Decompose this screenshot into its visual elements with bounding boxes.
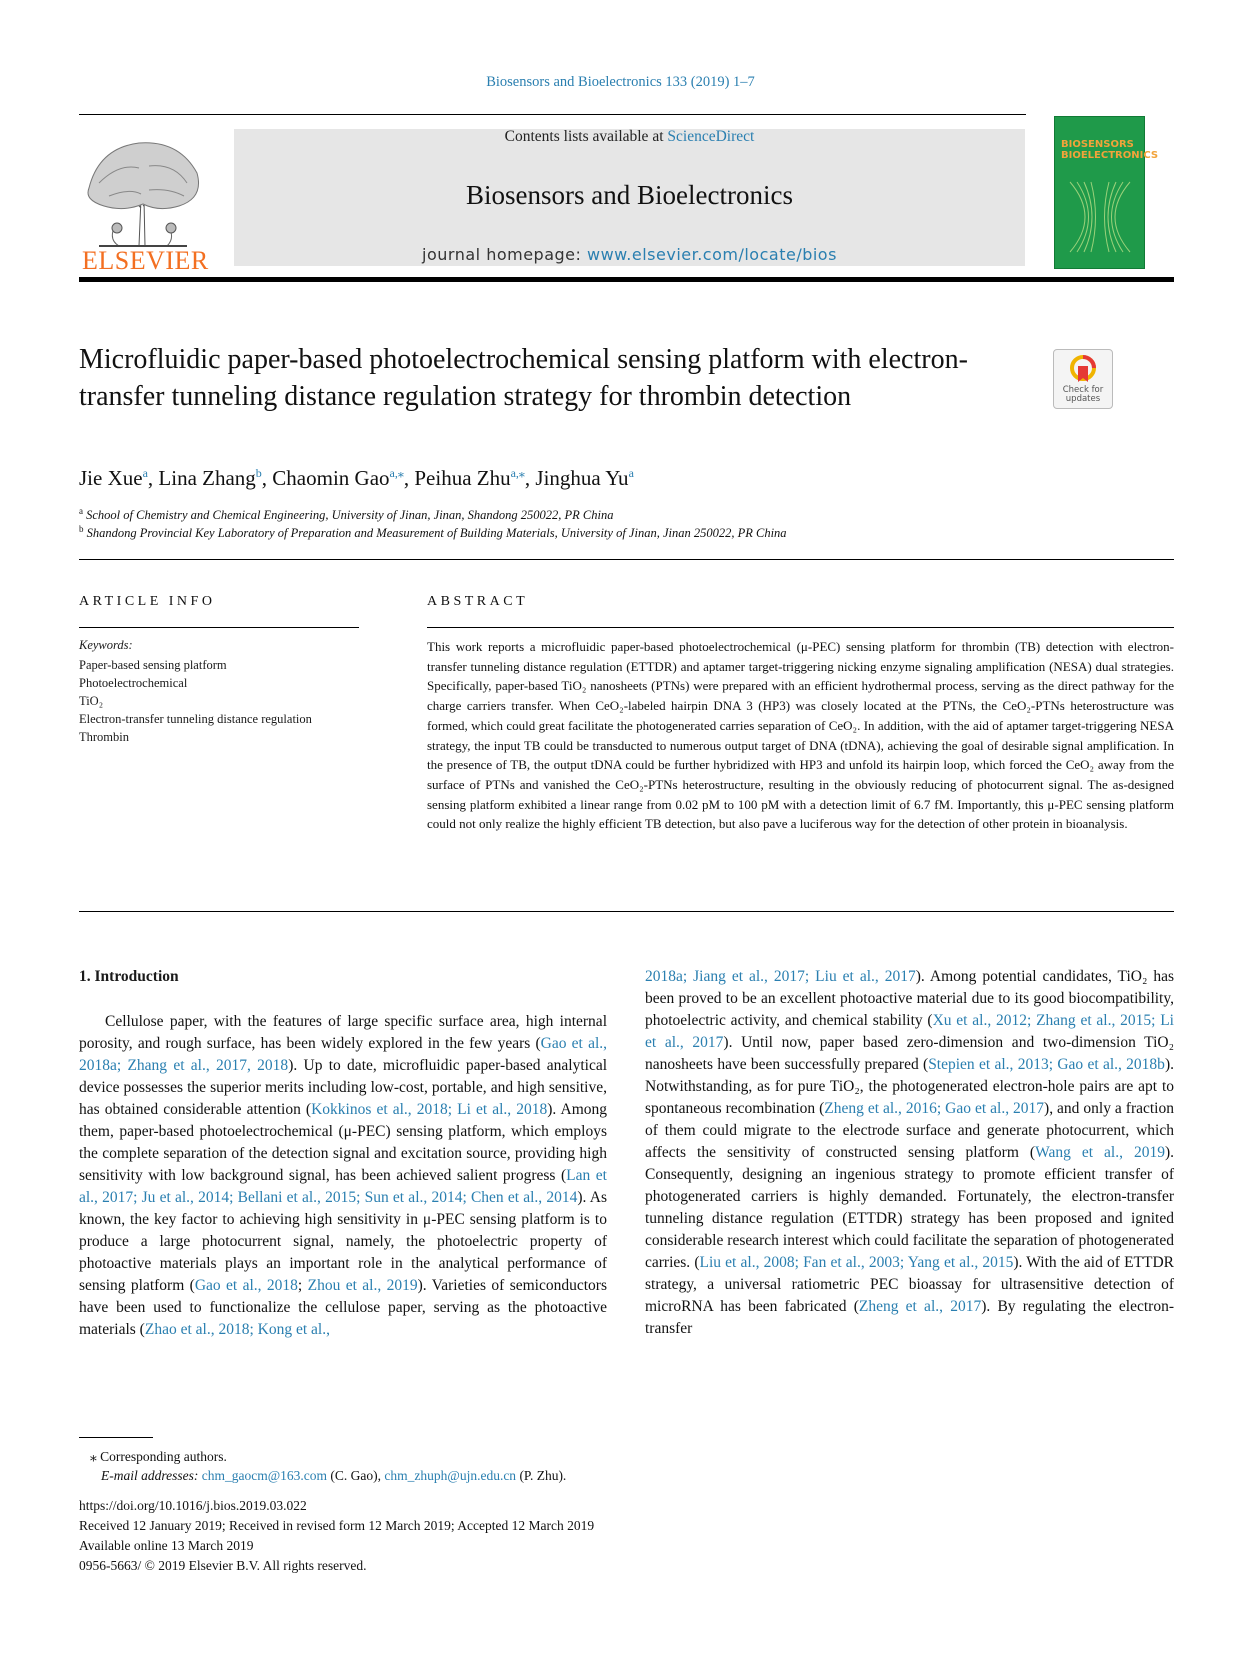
author-affil-mark[interactable]: a,⁎	[510, 466, 525, 480]
cover-graphic	[1065, 177, 1135, 257]
affiliation	[79, 506, 614, 523]
email-link[interactable]: chm_zhuph@ujn.edu.cn	[384, 1468, 517, 1483]
citation-link[interactable]: Zheng et al., 2016; Gao et al., 2017	[824, 1100, 1045, 1117]
body-text: ). By regulating the electron-transfer	[645, 1298, 1174, 1337]
citation-link[interactable]: 2018a; Jiang et al., 2017; Liu et al., 2017	[645, 968, 916, 985]
body-text: ). Among potential candidates, TiO₂ has been proved to be an excellent photoactive material due to its good biocompatibility, photoelectric activity, and chemical stability (	[645, 968, 1174, 1029]
journal-name: Biosensors and Bioelectronics	[466, 180, 793, 210]
citation-link[interactable]: Gao et al., 2018a; Zhang et al., 2017, 2018	[79, 1035, 607, 1074]
citation-link[interactable]: Zheng et al., 2017	[858, 1298, 982, 1315]
homepage-prefix: journal homepage:	[422, 245, 587, 264]
body-text: ). Varieties of semiconductors have been used to functionalize the cellulose paper, serving as the photoactive materials (	[79, 1277, 607, 1338]
affiliation-text: School of Chemistry and Chemical Engineering, University of Jinan, Jinan, Shandong 250022, PR China	[86, 508, 614, 523]
email-link[interactable]: chm_gaocm@163.com	[201, 1468, 328, 1483]
citation-link[interactable]: Wang et al., 2019	[1035, 1144, 1165, 1161]
header-rule	[79, 114, 1026, 115]
body-text: ). With the aid of ETTDR strategy, a universal ratiometric PEC bioassay for ultrasensitive detection of microRNA has been fabricated (	[645, 1254, 1175, 1315]
author-name[interactable]: Peihua Zhu	[414, 466, 511, 490]
body-text: ). Up to date, microfluidic paper-based analytical device possesses the superior merits including low-cost, portable, and high sensitive, has obtained considerable attention (	[79, 1057, 608, 1118]
citation-link[interactable]: Stepien et al., 2013; Gao et al., 2018b	[928, 1056, 1165, 1073]
affiliation-mark: b	[79, 524, 84, 534]
affiliation-mark: a	[79, 506, 83, 516]
keyword-list	[79, 656, 312, 746]
author-name[interactable]: Jie Xue	[79, 466, 143, 490]
copyright-line: 0956-5663/ © 2019 Elsevier B.V. All rights reserved.	[79, 1558, 367, 1573]
abstract-body: This work reports a microfluidic paper-based photoelectrochemical (μ-PEC) sensing platform for thrombin (TB) detection with electron-transfer tunneling distance regulation (ETTDR) and aptamer target-triggering nicking enzyme signaling amplification (NESA) dual strategies. Specifically, paper-based TiO₂ nanosheets (PTNs) were prepared with an efficient hydrothermal process, serving as the direct pathway for the charge carriers transfer. When CeO₂-labeled hairpin DNA 3 (HP3) was closely located at the PTNs, the CeO₂-PTNs heterostructure was formed, which could great facilitate the photogenerated carries separation of CeO₂. In addition, with the aid of aptamer target-triggering NESA strategy, the input TB could be transducted to numerous output target of DNA (tDNA), achieving the goal of desirable signal amplification. In the presence of TB, the output tDNA could be further hybridized with HP3 and unfold its hairpin loop, which forced the CeO₂ away from the surface of PTNs and vanished the CeO₂-PTNs heterostructure, resulting in the obviously reducing of photocurrent signal. The as-designed sensing platform exhibited a linear range from 0.02 pM to 100 pM with a detection limit of 6.7 fM. Importantly, this μ-PEC sensing platform could not only realize the highly efficient TB detection, but also pave a luciferous way for the detection of other protein in bioanalysis.	[427, 639, 1174, 832]
keywords-label: Keywords:	[79, 638, 133, 652]
keyword-item: Thrombin	[79, 730, 129, 744]
intro-paragraph-continued	[645, 966, 1174, 1340]
body-text: ). Until now, paper based zero-dimension and two-dimension TiO₂ nanosheets have been successfully prepared (	[645, 1034, 1174, 1073]
homepage-line	[234, 245, 1025, 264]
body-text: Cellulose paper, with the features of large specific surface area, high internal porosity, and rough surface, has been widely explored in the few years (	[79, 1013, 607, 1052]
corresponding-authors-note: ⁎ Corresponding authors.	[90, 1449, 227, 1464]
check-for-updates-badge[interactable]	[1053, 349, 1113, 409]
citation-link[interactable]: Xu et al., 2012; Zhang et al., 2015; Li et al., 2017	[645, 1012, 1174, 1051]
check-updates-line2: updates	[1065, 394, 1101, 404]
keyword-item: Photoelectrochemical	[79, 676, 188, 690]
author-name[interactable]: Lina Zhang	[158, 466, 256, 490]
doi-link[interactable]: https://doi.org/10.1016/j.bios.2019.03.022	[79, 1498, 307, 1513]
article-title: Microfluidic paper-based photoelectrochemical sensing platform with electron-transfer tunneling distance regulation strategy for thrombin detection	[79, 344, 968, 412]
email-label: E-mail addresses:	[101, 1468, 202, 1483]
email-owner: (C. Gao),	[327, 1468, 385, 1483]
keyword-item: Electron-transfer tunneling distance regulation	[79, 712, 312, 726]
citation-link[interactable]: Liu et al., 2008; Fan et al., 2003; Yang et al., 2015	[699, 1254, 1014, 1271]
masthead-thick-rule	[79, 277, 1174, 282]
sciencedirect-link[interactable]: ScienceDirect	[667, 128, 755, 145]
journal-cover-thumbnail[interactable]	[1054, 116, 1159, 269]
body-column-left	[79, 1011, 607, 1341]
affiliation	[79, 524, 787, 541]
cover-title	[1061, 139, 1159, 161]
available-online: Available online 13 March 2019	[79, 1538, 254, 1553]
article-info-heading: ARTICLE INFO	[79, 594, 216, 609]
affiliation-text: Shandong Provincial Key Laboratory of Preparation and Measurement of Building Materials, University of Jinan, Jinan 250022, PR China	[86, 526, 787, 541]
body-text: ), and only a fraction of them could migrate to the electrode surface and generate photocurrent, which affects the sensitivity of constructed sensing platform (	[645, 1100, 1174, 1161]
section-heading-introduction: 1. Introduction	[79, 968, 179, 985]
author-affil-mark[interactable]: a	[628, 466, 634, 480]
cover-title-line2: BIOELECTRONICS	[1061, 150, 1159, 161]
check-updates-icon	[1070, 356, 1096, 384]
citation-link[interactable]: Lan et al., 2017; Ju et al., 2014; Bellani et al., 2015; Sun et al., 2014; Chen et al., 2014	[79, 1167, 607, 1206]
running-head[interactable]: Biosensors and Bioelectronics 133 (2019) 1–7	[486, 74, 755, 90]
homepage-link[interactable]: www.elsevier.com/locate/bios	[587, 245, 837, 264]
footnote-rule	[79, 1437, 153, 1438]
body-text: ;	[297, 1277, 308, 1294]
citation-link[interactable]: Zhou et al., 2019	[307, 1277, 418, 1294]
citation-link[interactable]: Zhao et al., 2018; Kong et al.,	[144, 1321, 330, 1338]
author-name[interactable]: Jinghua Yu	[535, 466, 629, 490]
keyword-item: TiO₂	[79, 694, 104, 708]
received-dates: Received 12 January 2019; Received in revised form 12 March 2019; Accepted 12 March 2019	[79, 1518, 595, 1533]
article-info-rule	[79, 627, 359, 628]
contents-prefix: Contents lists available at	[504, 128, 668, 145]
abstract-heading: ABSTRACT	[427, 594, 529, 609]
check-updates-line1: Check for	[1062, 385, 1104, 395]
author-name[interactable]: Chaomin Gao	[272, 466, 390, 490]
body-text: ). Consequently, designing an ingenious strategy to promote efficient transfer of photogenerated carriers is highly demanded. Fortunately, the electron-transfer tunneling distance regulation (ETTDR) strategy has been proposed and ignited considerable research interest which could facilitate the separation of photogenerated carries. (	[645, 1144, 1174, 1271]
abstract-rule	[427, 627, 1174, 628]
author-affil-mark[interactable]: a	[142, 466, 148, 480]
citation-link[interactable]: Gao et al., 2018	[194, 1277, 298, 1294]
body-text: ). As known, the key factor to achieving high sensitivity in μ-PEC sensing platform is to produce a large photocurrent signal, namely, the photoelectric property of photoactive materials plays an important role in the analytical performance of sensing platform (	[79, 1189, 607, 1294]
citation-link[interactable]: Kokkinos et al., 2018; Li et al., 2018	[311, 1101, 548, 1118]
body-text: ). Among them, paper-based photoelectrochemical (μ-PEC) sensing platform, which employs the complete separation of the detection signal and excitation source, providing high sensitivity with low background signal, has been achieved salient progress (	[79, 1101, 607, 1184]
author-affil-mark[interactable]: a,⁎	[389, 466, 404, 480]
author-affil-mark[interactable]: b	[255, 466, 262, 480]
email-owner: (P. Zhu).	[516, 1468, 567, 1483]
keyword-item: Paper-based sensing platform	[79, 658, 227, 672]
check-updates-label	[1054, 386, 1112, 404]
abstract-bottom-rule	[79, 911, 1174, 912]
author-list: Jie Xue$^a$, Lina Zhang$^b$, Chaomin Gao$^{a,⁎}$, Peihua Zhu$^{a,⁎}$, Jinghua Yu$^a$	[79, 466, 634, 490]
intro-paragraph	[79, 1011, 607, 1341]
publisher-wordmark[interactable]: ELSEVIER	[82, 246, 209, 275]
affiliation-rule	[79, 559, 1174, 560]
cover-title-line1: BIOSENSORS	[1061, 139, 1134, 150]
body-column-right	[645, 966, 1174, 1340]
email-addresses-line	[101, 1468, 566, 1484]
body-text: ). Notwithstanding, as for pure TiO₂, the photogenerated electron-hole pairs are apt to spontaneous recombination (	[645, 1056, 1174, 1117]
contents-line	[234, 128, 1025, 146]
